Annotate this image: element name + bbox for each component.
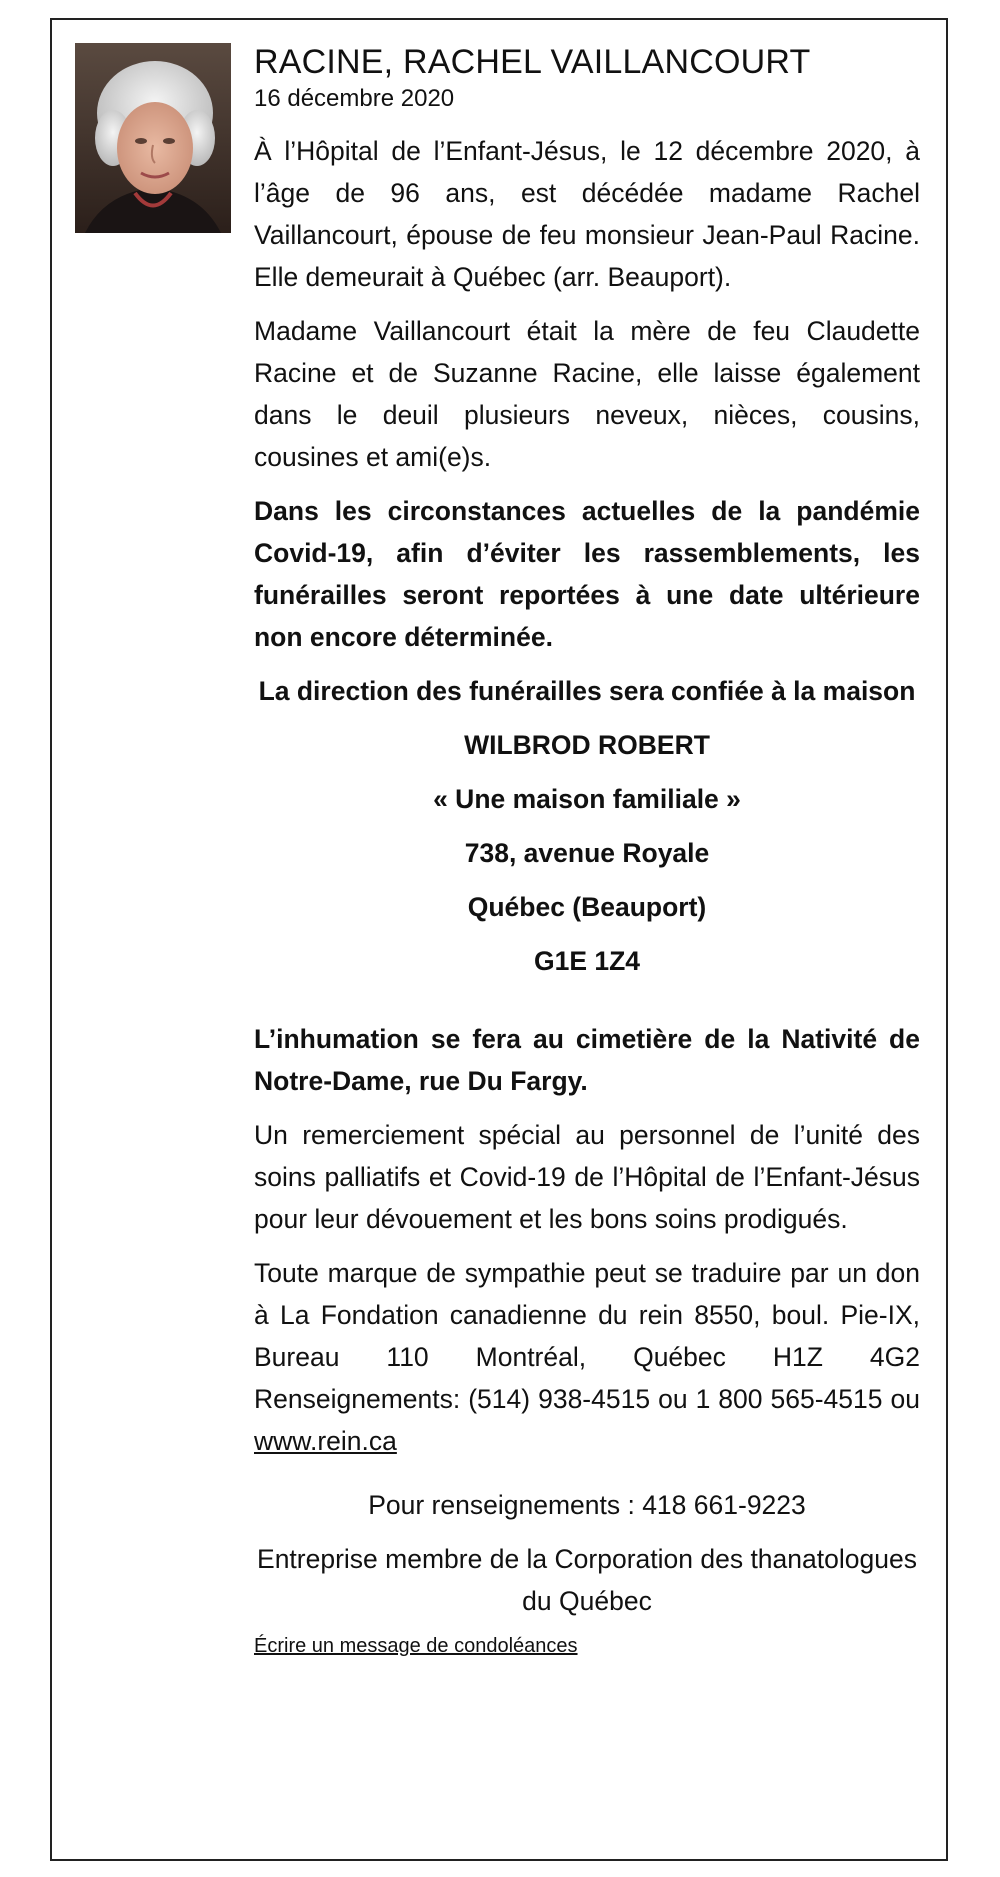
funeral-home-block [254, 670, 920, 982]
family-paragraph: Madame Vaillancourt était la mère de feu Claudette Racine et de Suzanne Racine, elle laisse également dans le deuil plusieurs neveux, nièces, cousins, cousines et ami(e)s. [254, 316, 920, 472]
publication-date: 16 décembre 2020 [254, 85, 455, 112]
funeral-home-name: WILBROD ROBERT [464, 730, 710, 760]
condolences-link[interactable]: Écrire un message de condoléances [254, 1635, 578, 1657]
funeral-home-city: Québec (Beauport) [467, 892, 707, 922]
portrait-photo [75, 43, 231, 233]
thanks-paragraph: Un remerciement spécial au personnel de l’unité des soins palliatifs et Covid-19 de l’Hôpital de l’Enfant-Jésus pour leur dévouement et les bons soins prodigués. [254, 1120, 920, 1234]
section-spacer [254, 994, 920, 1018]
deceased-name: RACINE, RACHEL VAILLANCOURT [254, 43, 811, 81]
membership-note: Entreprise membre de la Corporation des thanatologues du Québec [257, 1544, 917, 1616]
funeral-home-slogan: « Une maison familiale » [433, 784, 741, 814]
contact-info: Pour renseignements : 418 661-9223 [368, 1490, 806, 1520]
funeral-home-postal-code: G1E 1Z4 [533, 946, 641, 976]
obituary-content [254, 42, 920, 1658]
covid-notice-paragraph: Dans les circonstances actuelles de la pandémie Covid-19, afin d’éviter les rassemblements, les funérailles seront reportées à une date ultérieure non encore déterminée. [254, 496, 920, 652]
donation-text: Toute marque de sympathie peut se traduire par un don à La Fondation canadienne du rein 8550, boul. Pie-IX, Bureau 110 Montréal, Québec H1Z 4G2 Renseignements: (514) 938-4515 ou 1 800 565-4515 ou [254, 1258, 920, 1414]
donation-paragraph [254, 1252, 920, 1462]
funeral-home-intro: La direction des funérailles sera confiée à la maison [258, 676, 916, 706]
funeral-home-address: 738, avenue Royale [464, 838, 710, 868]
death-announcement-paragraph: À l’Hôpital de l’Enfant-Jésus, le 12 décembre 2020, à l’âge de 96 ans, est décédée madame Rachel Vaillancourt, épouse de feu monsieur Jean-Paul Racine. Elle demeurait à Québec (arr. Beauport). [254, 136, 920, 292]
burial-paragraph: L’inhumation se fera au cimetière de la Nativité de Notre-Dame, rue Du Fargy. [254, 1024, 920, 1096]
donation-website-link[interactable]: www.rein.ca [254, 1426, 397, 1456]
